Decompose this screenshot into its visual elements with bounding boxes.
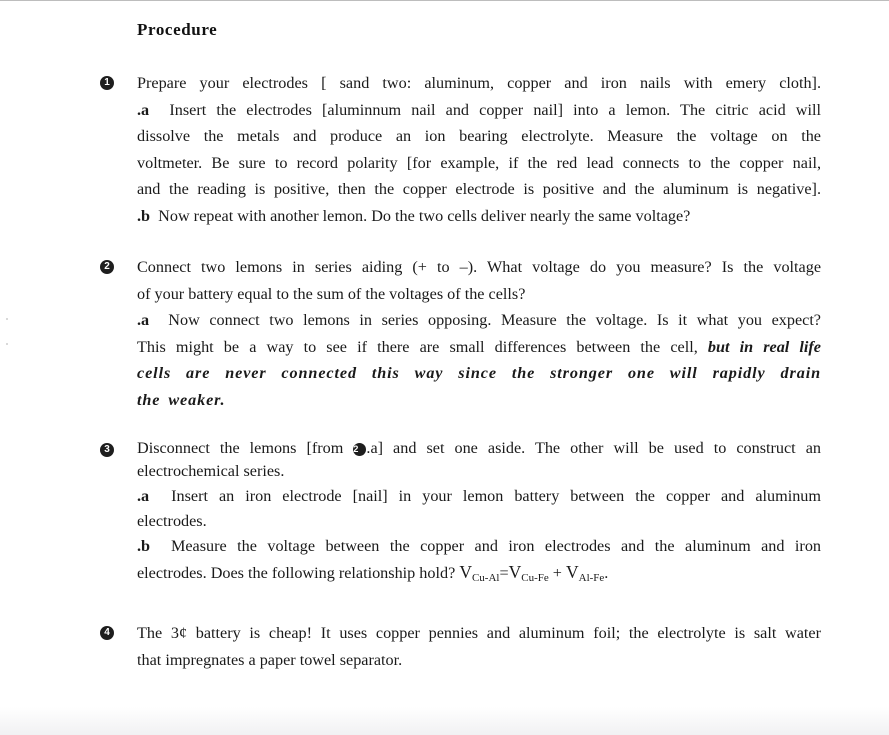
text-line (137, 307, 821, 334)
step-text (137, 620, 821, 673)
text-line: dissolve the metals and produce an ion bearing electrolyte. Measure the voltage on the (137, 127, 821, 146)
voltage-equation (459, 562, 609, 585)
eq-symbol: V (565, 562, 579, 583)
text-span: Insert the electrodes [aluminnum nail and copper nail] into a lemon. The citric acid will (169, 100, 821, 119)
page-bottom-edge (0, 707, 889, 735)
eq-symbol: V (459, 562, 472, 583)
substep-marker-b: .b (137, 536, 151, 555)
text-line (137, 483, 821, 510)
step-text (137, 70, 821, 230)
margin-mark (6, 318, 8, 320)
substep-marker-a: .a (137, 100, 150, 119)
text-line (137, 437, 821, 460)
margin-mark (6, 343, 8, 345)
text-line: Prepare your electrodes [ sand two: aluminum, copper and iron nails with emery cloth]. (137, 74, 821, 92)
step-reference-badge: 2 (353, 443, 366, 456)
substep-marker-b: .b (137, 206, 151, 225)
text-span: Now connect two lemons in series opposing. Measure the voltage. Is it what you expect? (168, 311, 821, 330)
step-number-badge: 2 (100, 260, 114, 274)
substep-marker-a: .a (137, 311, 150, 330)
section-heading: Procedure (137, 20, 218, 39)
text-line (137, 559, 821, 586)
text-span: Now repeat with another lemon. Do the two cells deliver nearly the same voltage? (158, 206, 691, 225)
text-line: Connect two lemons in series aiding (+ to –). What voltage do you measure? Is the voltage (137, 258, 821, 276)
eq-subscript: Cu-Al (471, 572, 500, 585)
top-divider (0, 0, 889, 1)
text-line: electrochemical series. (137, 462, 285, 480)
text-line: that impregnates a paper towel separator. (137, 650, 403, 669)
substep-marker-a: .a (137, 487, 150, 505)
eq-subscript: Al-Fe (578, 572, 605, 585)
text-span: This might be a way to see if there are small differences between the cell, (137, 337, 698, 356)
eq-period: . (604, 564, 609, 583)
text-span: electrodes. Does the following relationship hold? (137, 564, 456, 583)
text-line: and the reading is positive, then the copper electrode is positive and the aluminum is negative]. (137, 180, 821, 199)
text-span: Insert an iron electrode [nail] in your lemon battery between the copper and aluminum (171, 487, 821, 505)
step-text (137, 437, 821, 586)
emphasis-text: but in real life (707, 337, 821, 356)
emphasis-line: cells are never connected this way since the stronger one will rapidly drain (137, 364, 821, 383)
emphasis-line: the weaker. (137, 390, 226, 409)
text-span: .a] and set one aside. The other will be used to construct an (366, 439, 821, 457)
step-number-badge: 4 (100, 626, 114, 640)
text-line: voltmeter. Be sure to record polarity [for example, if the red lead connects to the copper nail, (137, 153, 821, 172)
text-line (137, 97, 821, 124)
eq-symbol: V (508, 562, 522, 583)
eq-subscript: Cu-Fe (521, 572, 549, 585)
eq-operator: = (499, 564, 509, 583)
text-span: Disconnect the lemons [from (137, 439, 344, 457)
eq-operator: + (552, 564, 562, 583)
text-line: The 3¢ battery is cheap! It uses copper pennies and aluminum foil; the electrolyte is salt water (137, 624, 821, 642)
text-line: electrodes. (137, 511, 207, 530)
text-span: Measure the voltage between the copper and iron electrodes and the aluminum and iron (170, 536, 822, 555)
text-line: of your battery equal to the sum of the voltages of the cells? (137, 284, 526, 303)
text-line (137, 203, 821, 230)
step-number-badge: 3 (100, 443, 114, 457)
step-number-badge: 1 (100, 76, 114, 90)
text-line (137, 533, 821, 560)
text-line (137, 334, 821, 361)
step-text (137, 254, 821, 414)
